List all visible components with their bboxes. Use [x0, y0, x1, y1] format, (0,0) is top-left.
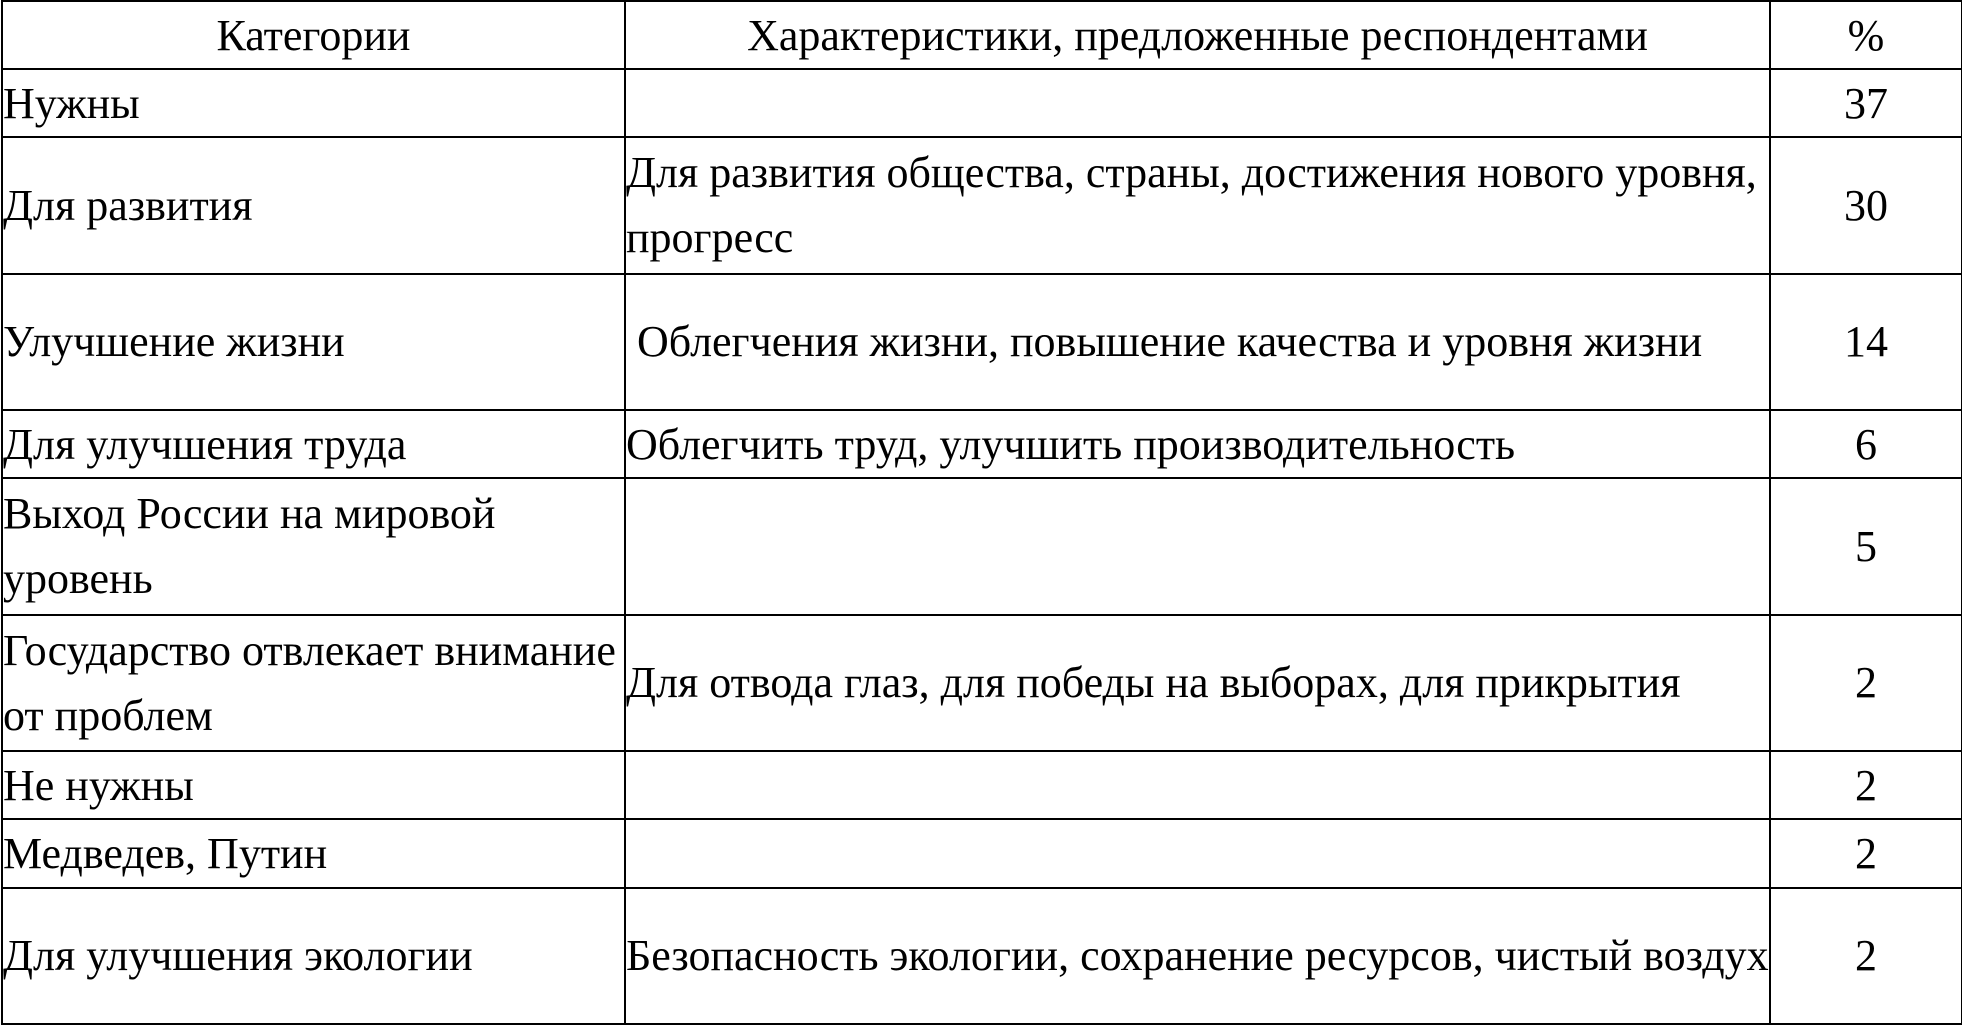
row-percent: 37 — [1770, 69, 1962, 137]
row-category: Для улучшения труда — [2, 410, 625, 478]
table-row — [2, 274, 1962, 410]
row-percent: 5 — [1770, 478, 1962, 614]
row-characteristics: Для развития общества, страны, достижения нового уровня, прогресс — [625, 137, 1770, 273]
row-category: Государство отвлекает внимание от проблем — [2, 615, 625, 751]
row-percent: 2 — [1770, 819, 1962, 887]
survey-table — [1, 0, 1962, 1025]
row-category: Нужны — [2, 69, 625, 137]
row-category: Выход России на мировой уровень — [2, 478, 625, 614]
row-percent: 2 — [1770, 751, 1962, 819]
row-category: Не нужны — [2, 751, 625, 819]
row-percent: 2 — [1770, 615, 1962, 751]
row-category: Медведев, Путин — [2, 819, 625, 887]
row-characteristics: Облегчения жизни, повышение качества и уровня жизни — [625, 274, 1770, 410]
header-characteristics: Характеристики, предложенные респондентами — [625, 1, 1770, 69]
row-percent: 2 — [1770, 888, 1962, 1025]
row-characteristics: Для отвода глаз, для победы на выборах, для прикрытия — [625, 615, 1770, 751]
table-row — [2, 819, 1962, 887]
table-row — [2, 410, 1962, 478]
row-characteristics — [625, 751, 1770, 819]
row-category: Для улучшения экологии — [2, 888, 625, 1025]
table-row — [2, 69, 1962, 137]
row-percent: 14 — [1770, 274, 1962, 410]
row-characteristics — [625, 69, 1770, 137]
header-category: Категории — [2, 1, 625, 69]
row-category: Для развития — [2, 137, 625, 273]
table-row — [2, 888, 1962, 1025]
row-characteristics: Безопасность экологии, сохранение ресурсов, чистый воздух — [625, 888, 1770, 1025]
row-category: Улучшение жизни — [2, 274, 625, 410]
header-percent: % — [1770, 1, 1962, 69]
row-percent: 6 — [1770, 410, 1962, 478]
table-row — [2, 478, 1962, 614]
row-characteristics — [625, 478, 1770, 614]
row-percent: 30 — [1770, 137, 1962, 273]
table-row — [2, 751, 1962, 819]
table-row — [2, 137, 1962, 273]
table-header-row — [2, 1, 1962, 69]
row-characteristics: Облегчить труд, улучшить производительность — [625, 410, 1770, 478]
table-row — [2, 615, 1962, 751]
row-characteristics — [625, 819, 1770, 887]
